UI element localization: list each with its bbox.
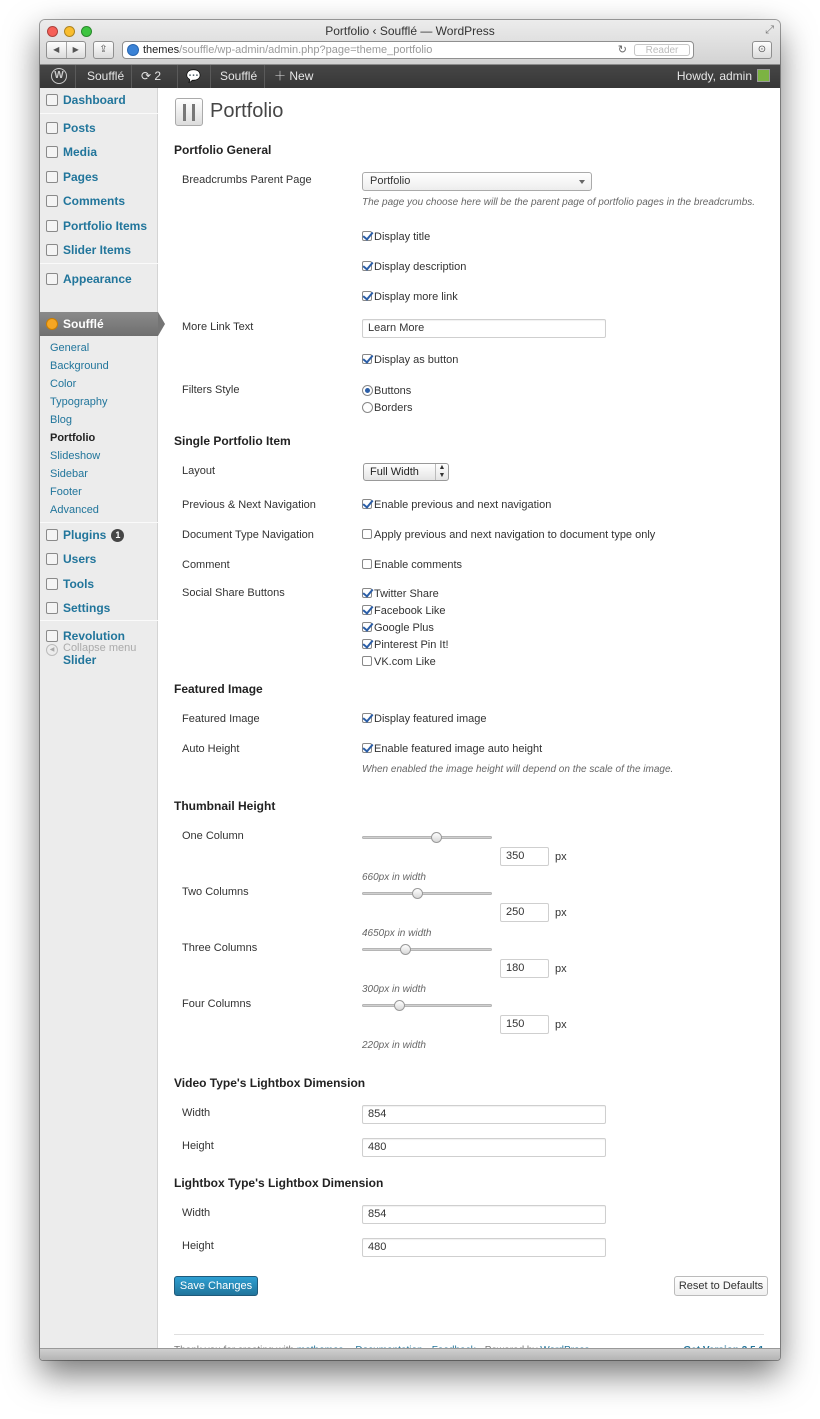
four-columns-description: 220px in width [362,1040,426,1051]
pencil-icon [46,220,58,232]
menu-settings[interactable] [40,596,158,620]
menu-label: Revolution Slider [63,629,125,667]
four-columns-label: Four Columns [182,998,252,1010]
display-more-link-checkbox[interactable] [362,291,458,303]
radio-selected[interactable] [362,385,373,396]
checkbox-label: Display featured image [374,713,487,725]
section-heading-video: Video Type's Lightbox Dimension [174,1076,366,1090]
checkbox-unchecked[interactable] [362,559,372,569]
px-unit: px [555,963,567,975]
collapse-arrow-icon: ◀ [46,644,58,656]
settings-icon [46,602,58,614]
admin-menu [40,88,158,1360]
submenu-advanced[interactable]: Advanced [50,504,99,516]
checkbox-label: Enable featured image auto height [374,743,543,755]
reader-button[interactable]: Reader [634,44,690,56]
menu-label: Comments [63,194,126,208]
three-columns-label: Three Columns [182,942,258,954]
submenu-portfolio[interactable]: Portfolio [50,432,96,444]
comment-label: Comment [182,559,230,571]
url-host: themes [143,44,180,56]
checkbox-checked[interactable] [362,291,372,301]
adminbar-updates[interactable] [141,65,161,88]
menu-label: Users [63,552,97,566]
comment-checkbox[interactable] [362,559,462,571]
menu-users[interactable] [40,547,158,571]
menu-label: Plugins [63,528,107,542]
submenu-typography[interactable]: Typography [50,396,108,408]
display-title-checkbox[interactable] [362,231,430,243]
browser-window [40,20,780,1360]
video-height-label: Height [182,1140,214,1152]
filters-style-label: Filters Style [182,384,240,396]
fullscreen-icon[interactable]: ⤢ [765,24,774,36]
vk-like-checkbox[interactable] [362,656,436,668]
checkbox-label: Google Plus [374,622,434,634]
checkbox-checked[interactable] [362,588,372,598]
video-width-input[interactable]: 854 [362,1105,606,1124]
menu-pages[interactable] [40,165,158,189]
doctype-label: Document Type Navigation [182,529,314,541]
checkbox-label: Display more link [374,291,458,303]
two-columns-description: 4650px in width [362,928,432,939]
avatar [757,69,770,82]
status-bar [40,1348,780,1360]
display-description-checkbox[interactable] [362,261,466,273]
two-columns-label: Two Columns [182,886,249,898]
checkbox-checked[interactable] [362,605,372,615]
plug-icon [46,529,58,541]
menu-appearance[interactable] [40,267,158,291]
google-plus-checkbox[interactable] [362,622,434,634]
menu-comments[interactable] [40,189,158,213]
checkbox-label: Display as button [374,354,459,366]
checkbox-checked[interactable] [362,639,372,649]
breadcrumbs-label: Breadcrumbs Parent Page [182,174,312,186]
submenu-sidebar[interactable]: Sidebar [50,468,88,480]
page-title: Portfolio [210,100,284,122]
wordpress-logo-icon[interactable]: W [51,68,67,84]
checkbox-label: Enable comments [374,559,463,571]
checkbox-unchecked[interactable] [362,656,372,666]
checkbox-label: Display title [374,231,431,243]
featured-image-label: Featured Image [182,713,260,725]
checkbox-label: Apply previous and next navigation to document type only [374,529,656,541]
prevnext-label: Previous & Next Navigation [182,499,316,511]
checkbox-checked[interactable] [362,261,372,271]
submenu-footer[interactable]: Footer [50,486,82,498]
layout-label: Layout [182,465,216,477]
breadcrumbs-parent-select[interactable] [362,172,592,191]
collapse-label: Collapse menu [63,642,137,654]
submenu-blog[interactable]: Blog [50,414,73,426]
radio-unselected[interactable] [362,402,373,413]
nav-buttons [46,41,86,59]
stepper-arrows-icon: ▲ ▼ [435,464,448,480]
social-share-label: Social Share Buttons [182,587,285,599]
video-width-label: Width [182,1107,211,1119]
footer-divider [174,1334,764,1335]
menu-label: Tools [63,577,95,591]
checkbox-checked[interactable] [362,622,372,632]
auto-height-label: Auto Height [182,743,240,755]
forward-icon[interactable]: ▶ [72,45,79,54]
globe-icon [127,44,139,56]
menu-label: Soufflé [63,317,104,331]
lightbox-height-input[interactable]: 480 [362,1238,606,1257]
divider [131,65,132,88]
menu-label: Slider Items [63,243,132,257]
souffle-gear-icon [46,318,58,330]
checkbox-checked[interactable] [362,354,372,364]
one-column-label: One Column [182,830,244,842]
slides-icon [46,244,58,256]
checkbox-checked[interactable] [362,499,372,509]
section-heading-featured: Featured Image [174,682,263,696]
window-title: Portfolio ‹ Soufflé — WordPress [325,24,495,38]
adminbar-site-name[interactable]: Soufflé [87,69,125,83]
lightbox-width-label: Width [182,1207,211,1219]
url-path: /souffle/wp-admin/admin.php?page=theme_portfolio [179,44,433,56]
menu-label: Posts [63,121,96,135]
admin-bar [40,65,780,88]
checkbox-label: Facebook Like [374,605,446,617]
featured-image-checkbox[interactable] [362,713,487,725]
slider-handle[interactable] [400,944,411,955]
checkbox-label: Display description [374,261,467,273]
menu-separator [40,263,158,264]
plugins-update-badge: 1 [111,529,124,542]
doctype-checkbox[interactable] [362,529,655,541]
more-link-text-input[interactable]: Learn More [362,319,606,338]
users-icon [46,553,58,565]
dashboard-icon [46,94,58,106]
section-heading-thumbnail: Thumbnail Height [174,799,276,813]
address-bar[interactable] [122,41,694,59]
checkbox-label: VK.com Like [374,656,436,668]
one-column-description: 660px in width [362,872,426,883]
collapse-menu[interactable] [46,642,136,656]
menu-media[interactable] [40,140,158,164]
px-unit: px [555,907,567,919]
auto-height-checkbox[interactable] [362,743,542,755]
reset-defaults-button[interactable]: Reset to Defaults [674,1276,768,1296]
two-columns-slider[interactable] [362,892,492,895]
speech-bubble-icon [46,195,58,207]
plus-icon: ＋ [274,69,287,83]
menu-label: Media [63,145,98,159]
three-columns-description: 300px in width [362,984,426,995]
layout-select[interactable] [363,463,449,481]
facebook-like-checkbox[interactable] [362,605,446,617]
auto-height-description: When enabled the image height will depend on the scale of the image. [362,764,674,775]
checkbox-checked[interactable] [362,713,372,723]
current-menu-arrow [158,312,165,336]
menu-souffle[interactable] [40,312,158,336]
checkbox-label: Twitter Share [374,588,439,600]
camera-icon [46,146,58,158]
four-columns-value[interactable]: 150 [500,1015,549,1034]
new-label: New [289,69,314,83]
tools-icon [46,578,58,590]
submenu-slideshow[interactable]: Slideshow [50,450,101,462]
menu-label: Settings [63,601,111,615]
submenu-general[interactable]: General [50,342,90,354]
filter-buttons-radio[interactable] [362,385,411,397]
menu-label: Pages [63,170,99,184]
radio-label: Borders [374,402,413,414]
howdy-text: Howdy, admin [676,69,752,83]
checkbox-unchecked[interactable] [362,529,372,539]
checkbox-label: Enable previous and next navigation [374,499,552,511]
adminbar-new[interactable] [274,65,313,88]
lightbox-height-label: Height [182,1240,214,1252]
appearance-icon [46,273,58,285]
menu-tools[interactable] [40,572,158,596]
divider [264,65,265,88]
prevnext-checkbox[interactable] [362,499,551,511]
reload-icon[interactable]: ↻ [617,44,627,56]
pages-icon [46,171,58,183]
comments-bubble-icon[interactable]: 💬 [186,69,201,83]
menu-dashboard[interactable] [40,88,158,112]
menu-plugins[interactable] [40,523,158,547]
main-content [174,88,780,1360]
three-columns-value[interactable]: 180 [500,959,549,978]
menu-posts[interactable] [40,116,158,140]
menu-separator [40,620,158,621]
downloads-icon[interactable]: ⊙ [752,41,772,59]
pin-icon [46,122,58,134]
select-value: Full Width [370,466,419,478]
two-columns-value[interactable]: 250 [500,903,549,922]
gear-icon [46,630,58,642]
radio-label: Buttons [374,385,412,397]
menu-label: Dashboard [63,93,126,107]
menu-portfolio-items[interactable] [40,214,158,238]
menu-label: Portfolio Items [63,219,148,233]
checkbox-label: Pinterest Pin It! [374,639,449,651]
menu-label: Appearance [63,272,132,286]
adminbar-account[interactable] [677,65,770,88]
twitter-share-checkbox[interactable] [362,588,439,600]
px-unit: px [555,851,567,863]
one-column-slider[interactable] [362,836,492,839]
save-changes-button[interactable]: Save Changes [174,1276,258,1296]
section-heading-single: Single Portfolio Item [174,434,291,448]
slider-handle[interactable] [412,888,423,899]
submenu-background[interactable]: Background [50,360,109,372]
chevron-down-icon [579,180,585,184]
updates-icon: ⟳ [141,69,152,83]
px-unit: px [555,1019,567,1031]
back-icon[interactable]: ◀ [47,42,67,58]
display-as-button-checkbox[interactable] [362,354,458,366]
checkbox-checked[interactable] [362,231,372,241]
more-link-text-label: More Link Text [182,321,254,333]
submenu-color[interactable]: Color [50,378,77,390]
share-icon[interactable]: ⇪ [93,41,114,59]
divider [177,65,178,88]
video-height-input[interactable]: 480 [362,1138,606,1157]
four-columns-slider[interactable] [362,1004,492,1007]
section-heading-general: Portfolio General [174,143,272,157]
divider [210,65,211,88]
menu-separator [40,113,158,114]
slider-handle[interactable] [394,1000,405,1011]
menu-slider-items[interactable] [40,238,158,262]
filter-borders-radio[interactable] [362,402,413,414]
adminbar-theme[interactable]: Soufflé [220,69,258,83]
three-columns-slider[interactable] [362,948,492,951]
one-column-value[interactable]: 350 [500,847,549,866]
slider-handle[interactable] [431,832,442,843]
lightbox-width-input[interactable]: 854 [362,1205,606,1224]
portfolio-settings-icon [175,98,203,126]
pinterest-checkbox[interactable] [362,639,449,651]
checkbox-checked[interactable] [362,743,372,753]
title-bar [40,20,780,65]
section-heading-lightbox: Lightbox Type's Lightbox Dimension [174,1176,384,1190]
updates-count: 2 [154,69,162,83]
select-value: Portfolio [370,175,411,187]
divider [75,65,76,88]
breadcrumbs-description: The page you choose here will be the parent page of portfolio pages in the breadcrumbs. [362,197,756,208]
